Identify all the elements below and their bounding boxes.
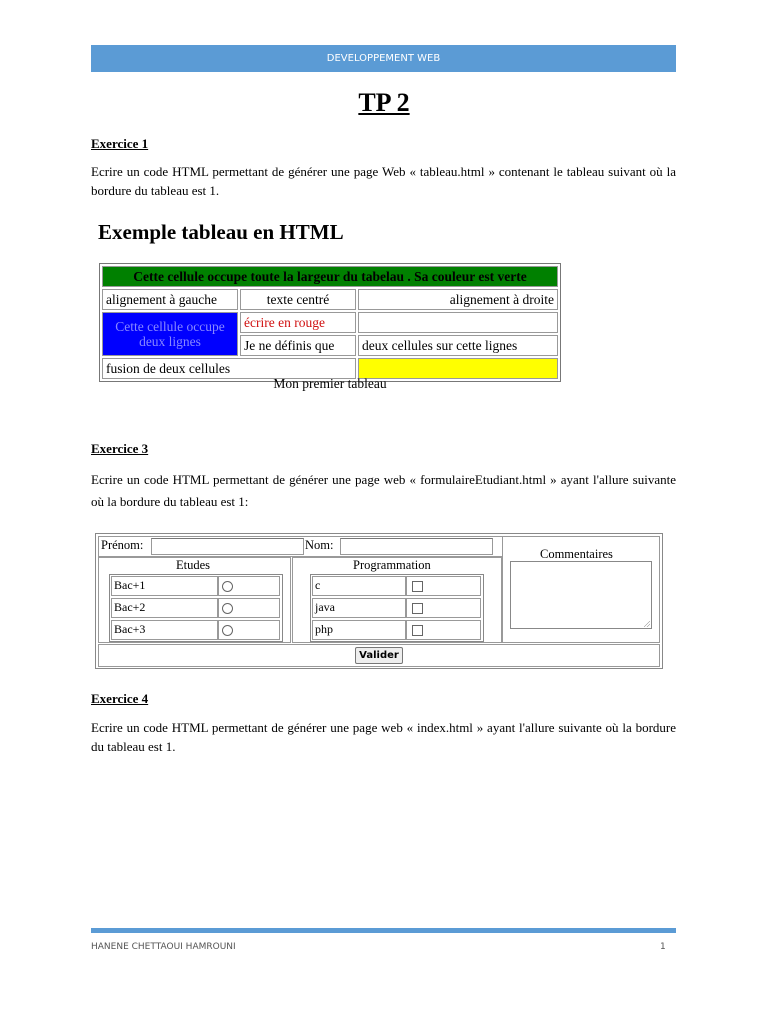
radio-button[interactable] — [222, 603, 233, 614]
etudes-table — [109, 574, 283, 642]
etudes-option-label: Bac+3 — [111, 620, 218, 640]
nom-input[interactable] — [340, 538, 493, 555]
merged-cell: fusion de deux cellules — [102, 358, 356, 379]
nom-label: Nom: — [305, 538, 334, 552]
comments-label: Commentaires — [540, 547, 613, 561]
page-title: TP 2 — [358, 88, 410, 117]
exercise-1-heading: Exercice 1 — [91, 136, 149, 151]
footer-author: HANENE CHETTAOUI HAMROUNI — [91, 942, 236, 952]
submit-button[interactable]: Valider — [355, 647, 403, 664]
checkbox[interactable] — [412, 625, 423, 636]
comments-textarea[interactable] — [510, 561, 652, 629]
left-aligned-cell: alignement à gauche — [102, 289, 238, 310]
rowspan-blue-cell: Cette cellule occupe deux lignes — [102, 312, 238, 356]
page-number: 1 — [660, 942, 666, 952]
etudes-option-label: Bac+1 — [111, 576, 218, 596]
radio-button[interactable] — [222, 625, 233, 636]
etudes-option-label: Bac+2 — [111, 598, 218, 618]
etudes-option-cell — [218, 620, 280, 640]
table-caption: Mon premier tableau — [273, 376, 387, 391]
centered-cell: texte centré — [240, 289, 356, 310]
programmation-label: Programmation — [353, 558, 431, 572]
prenom-label: Prénom: — [101, 538, 144, 552]
exercise-3-text: Ecrire un code HTML permettant de générer une page web « formulaireEtudiant.html » ayant l'allure suivante où la bordure du tableau est 1: — [91, 472, 676, 509]
example-table — [99, 263, 561, 382]
checkbox[interactable] — [412, 581, 423, 592]
prog-option-label: java — [312, 598, 406, 618]
resize-handle-icon[interactable] — [644, 621, 650, 627]
exercise-3-heading: Exercice 3 — [91, 441, 149, 456]
empty-cell — [358, 312, 558, 333]
programmation-table — [310, 574, 484, 642]
two-cells-cell: deux cellules sur cette lignes — [358, 335, 558, 356]
etudes-label: Etudes — [176, 558, 211, 572]
exercise-4-heading: Exercice 4 — [91, 691, 149, 706]
prog-option-label: c — [312, 576, 406, 596]
exercise-1-text: Ecrire un code HTML permettant de générer une page Web « tableau.html » contenant le tableau suivant où la bordure du tableau est 1. — [91, 164, 676, 198]
page-header: DEVELOPPEMENT WEB — [91, 45, 676, 72]
radio-button[interactable] — [222, 581, 233, 592]
student-form — [95, 533, 663, 669]
prog-option-cell — [406, 576, 481, 596]
red-text-cell: écrire en rouge — [240, 312, 356, 333]
example-table-title: Exemple tableau en HTML — [98, 220, 344, 244]
prog-option-cell — [406, 620, 481, 640]
right-aligned-cell: alignement à droite — [358, 289, 558, 310]
prenom-input[interactable] — [151, 538, 304, 555]
prog-option-cell — [406, 598, 481, 618]
etudes-option-cell — [218, 576, 280, 596]
etudes-option-cell — [218, 598, 280, 618]
define-cell: Je ne définis que — [240, 335, 356, 356]
checkbox[interactable] — [412, 603, 423, 614]
prog-option-label: php — [312, 620, 406, 640]
full-width-cell: Cette cellule occupe toute la largeur du tabelau . Sa couleur est verte — [102, 266, 558, 287]
exercise-4-text: Ecrire un code HTML permettant de générer une page web « index.html » ayant l'allure suivante où la bordure du tableau est 1. — [91, 720, 676, 754]
footer-bar — [91, 928, 676, 933]
